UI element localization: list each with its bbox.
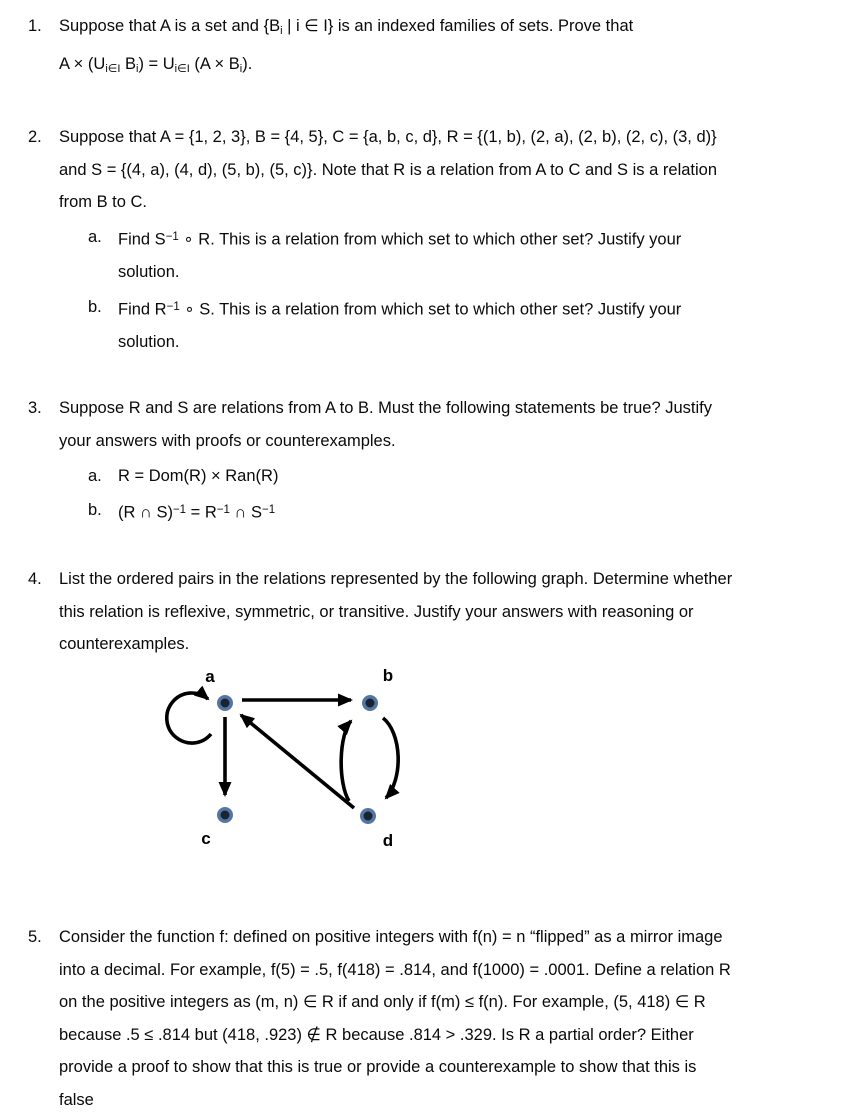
subitem-3b [88,494,842,529]
problem-text-line: your answers with proofs or counterexamples. [59,431,396,450]
problem-text-line: Suppose that A is a set and {$B_i$ | i ∈ I} is an indexed families of sets. Prove that [59,17,634,37]
node-core [221,699,230,708]
subitem-formula-line: R = Dom(R) × Ran(R) [118,466,279,485]
problem-number: 1. [28,17,42,35]
node-core [366,699,375,708]
subitem-body [118,291,842,359]
graph-node-label-c: c [201,829,211,848]
graph-node-b [362,666,393,711]
subitem-formula-line: (R ∩ $S)^{-1} = R^{-1}$ ∩ $S^{-1}$ [118,503,276,522]
subitem-letter: a. [88,227,102,246]
subitem-letter: b. [88,297,102,316]
problem-text-line: Suppose that A = {1, 2, 3}, B = {4, 5}, C = {a, b, c, d}, R = {(1, b), (2, a), (2, b), (2, c), (3, d)} [59,128,717,147]
problem-text-line: and S = {(4, a), (4, d), (5, b), (5, c)}. Note that R is a relation from A to C and S is a relation [59,160,718,179]
problem-3 [28,392,842,529]
subitem-2b [88,291,842,359]
subitem-text-line: solution. [118,263,180,282]
problem-2 [28,121,842,358]
problem-5 [28,921,842,1117]
subitem-3a [88,460,842,493]
problem-text-line: Suppose R and S are relations from A to B. Must the following statements be true? Justify [59,399,713,418]
problem-body [59,10,842,85]
problem-1 [28,10,842,85]
relation-graph [140,662,470,857]
problem-body [59,392,842,529]
edge-d-to-b [341,721,351,801]
problem-text-line: false [59,1090,94,1109]
problem-text-line: from B to C. [59,193,148,212]
problem-text-line: Consider the function f: defined on positive integers with f(n) = n “flipped” as a mirror image [59,928,723,946]
subitem-body [118,460,842,493]
problem-text-line: counterexamples. [59,635,190,654]
edge-a-to-a-self-loop [167,693,211,743]
node-core [221,811,230,820]
problem-text-line: List the ordered pairs in the relations represented by the following graph. Determine whether [59,570,733,589]
problem-number: 5. [28,928,42,946]
graph-node-label-b: b [382,666,394,685]
subitem-text-line: Find $S^{-1}$ ∘ R. This is a relation from which set to which other set? Justify your [118,230,682,249]
problem-body [59,563,842,887]
problem-text-line: provide a proof to show that this is true or provide a counterexample to show that this is [59,1058,697,1077]
problem-body [59,921,842,1117]
subitem-letter: b. [88,501,102,520]
graph-node-label-d: d [382,831,394,850]
subitem-letter: a. [88,466,102,485]
problem-number: 4. [28,570,42,589]
problem-formula-line: $A \times (U_{i\in I}$ $B_i) = U_{i\in I}$ $(A \times B_i)$. [59,54,253,75]
graph-node-label-a: a [205,667,215,686]
subitem-2a [88,221,842,289]
problem-number: 2. [28,128,42,147]
problem-text-line: into a decimal. For example, f(5) = .5, f(418) = .814, and f(1000) = .0001. Define a relation R [59,960,731,979]
problem-number: 3. [28,399,42,418]
graph-node-c [201,807,233,848]
problem-text-line: because .5 ≤ .814 but (418, .923) ∉ R because .814 > .329. Is R a partial order? Either [59,1025,694,1044]
problem-text-line: this relation is reflexive, symmetric, or transitive. Justify your answers with reasoning or [59,602,694,621]
subitem-body [118,221,842,289]
subitem-text-line: solution. [118,332,180,351]
subitem-body [118,494,842,529]
graph-node-d [360,808,393,850]
edge-b-to-d [383,718,398,798]
graph-node-a [205,667,233,711]
subitem-text-line: Find $R^{-1}$ ∘ S. This is a relation from which set to which other set? Justify your [118,300,682,319]
graph-edges [167,693,398,808]
problem-text-line: on the positive integers as (m, n) ∈ R if and only if f(m) ≤ f(n). For example, (5, 418) ∈ R [59,993,706,1012]
problem-body [59,121,842,358]
edge-d-to-a [241,715,354,808]
problem-4 [28,563,842,887]
node-core [364,812,373,821]
